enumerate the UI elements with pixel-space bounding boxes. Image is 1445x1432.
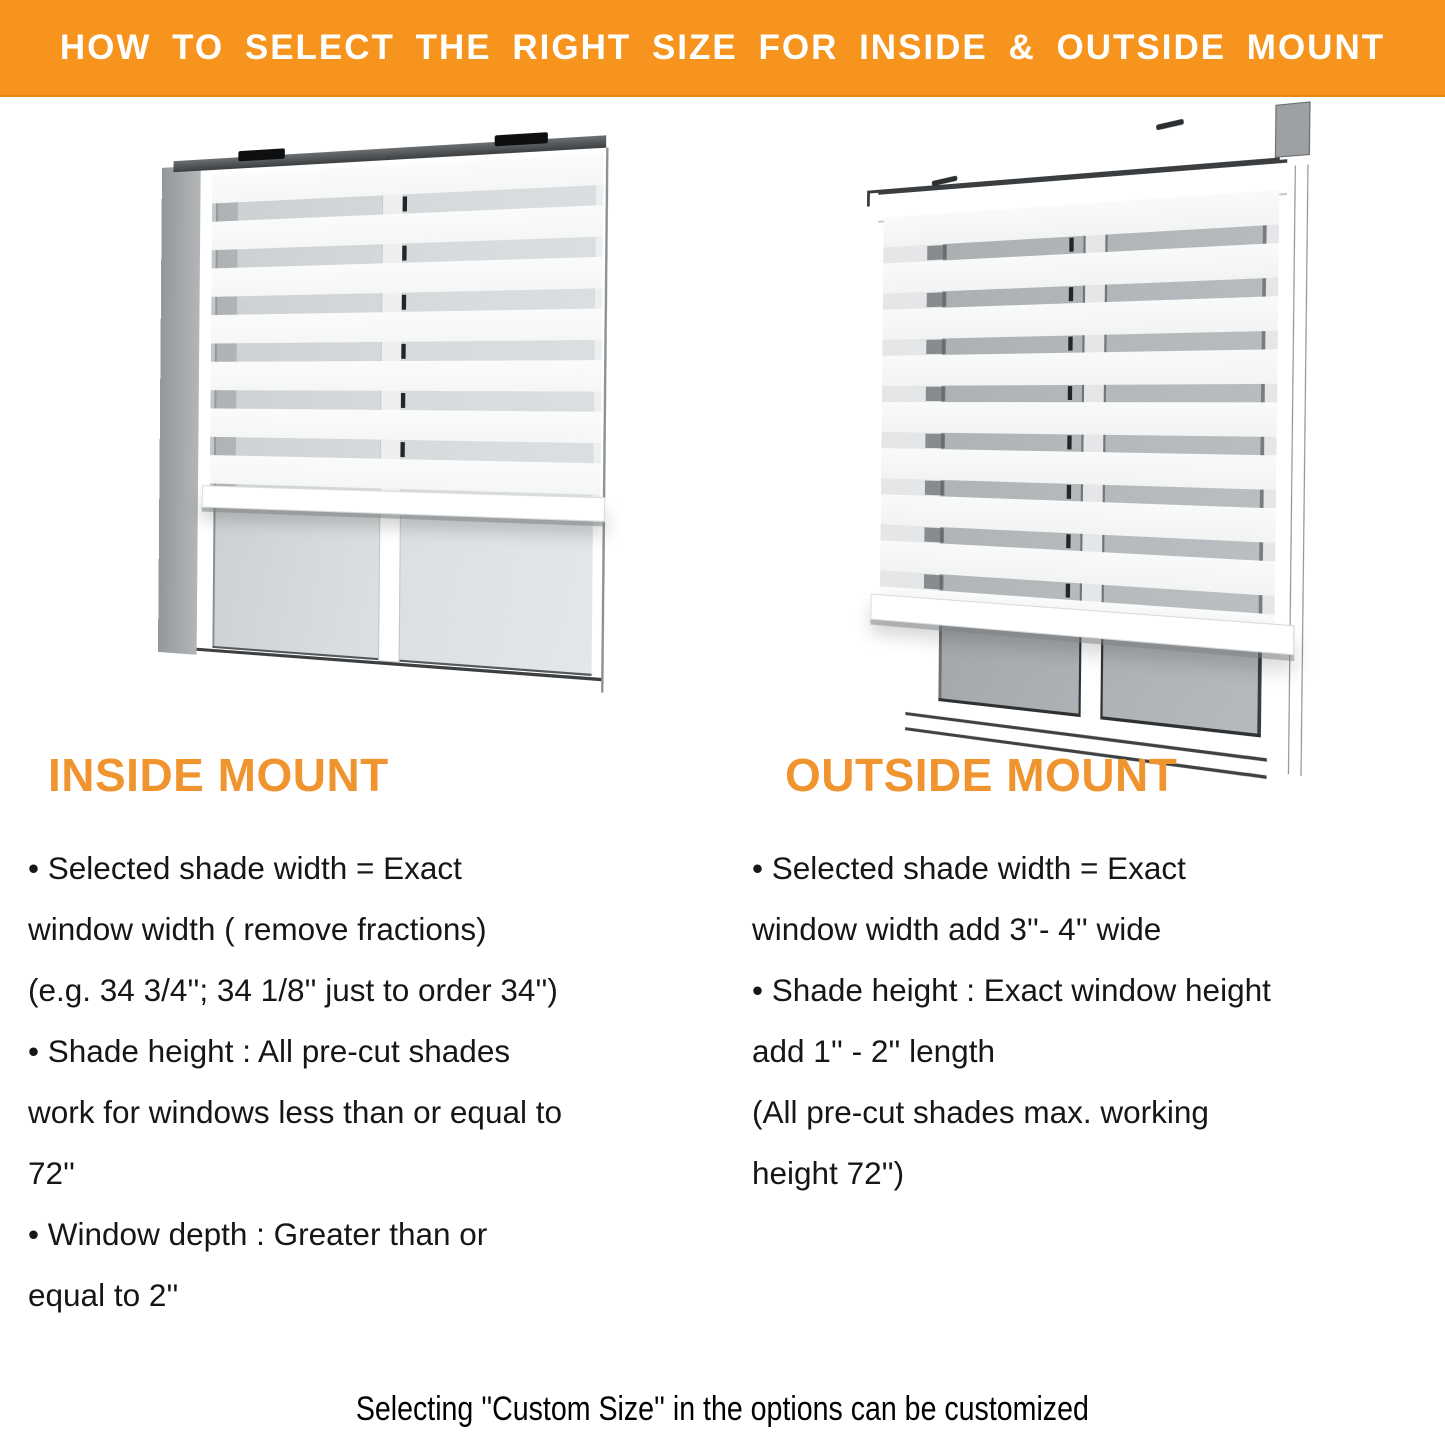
zebra-shade bbox=[880, 160, 1280, 656]
outside-mount-heading: OUTSIDE MOUNT bbox=[785, 749, 1178, 801]
mounting-track-hook bbox=[867, 190, 870, 206]
inside-mount-bullets bbox=[28, 838, 718, 1326]
shade-center-slits bbox=[400, 164, 407, 493]
inside-bullet-line: equal to 2'' bbox=[28, 1277, 179, 1313]
outside-bullet-line: height 72'') bbox=[752, 1155, 905, 1191]
shade-left-jamb-slits bbox=[924, 213, 947, 603]
outside-bullet-line: • Shade height : Exact window height bbox=[752, 972, 1271, 1008]
footer-note bbox=[0, 1390, 1445, 1429]
inside-bullet-line: work for windows less than or equal to bbox=[28, 1094, 563, 1130]
outside-mount-illustration bbox=[876, 138, 1276, 720]
track-end-cap bbox=[1275, 101, 1311, 158]
inside-bullet-line: • Shade height : All pre-cut shades bbox=[28, 1033, 511, 1069]
outside-bullet-line: window width add 3''- 4'' wide bbox=[752, 911, 1162, 947]
outside-bullet-line: • Selected shade width = Exact bbox=[752, 850, 1186, 886]
inside-mount-heading: INSIDE MOUNT bbox=[48, 749, 389, 801]
inside-bullet-line: 72'' bbox=[28, 1155, 76, 1191]
banner bbox=[0, 0, 1445, 97]
inside-bullet-line: • Window depth : Greater than or bbox=[28, 1216, 488, 1252]
window-right-jamb bbox=[1288, 164, 1309, 775]
outside-bullet-line: (All pre-cut shades max. working bbox=[752, 1094, 1209, 1130]
window-casing-left bbox=[158, 166, 203, 655]
inside-bullet-line: window width ( remove fractions) bbox=[28, 911, 487, 947]
footer-note-text: Selecting ''Custom Size'' in the options can be customized bbox=[355, 1390, 1090, 1428]
outside-mount-perspective-wrapper bbox=[873, 94, 1316, 773]
inside-mount-perspective-wrapper bbox=[158, 124, 609, 704]
outside-bullet-line: add 1'' - 2'' length bbox=[752, 1033, 995, 1069]
outside-mount-bullets bbox=[752, 838, 1442, 1204]
zebra-shade bbox=[210, 153, 604, 499]
inside-bullet-line: (e.g. 34 3/4''; 34 1/8'' just to order 34'') bbox=[28, 972, 558, 1008]
shade-left-shadow bbox=[210, 174, 238, 489]
banner-title: HOW TO SELECT THE RIGHT SIZE FOR INSIDE & OUTSIDE MOUNT bbox=[59, 28, 1386, 67]
inside-mount-illustration bbox=[160, 152, 575, 668]
inside-bullet-line: • Selected shade width = Exact bbox=[28, 850, 462, 886]
wall-mark-right bbox=[1156, 119, 1184, 131]
